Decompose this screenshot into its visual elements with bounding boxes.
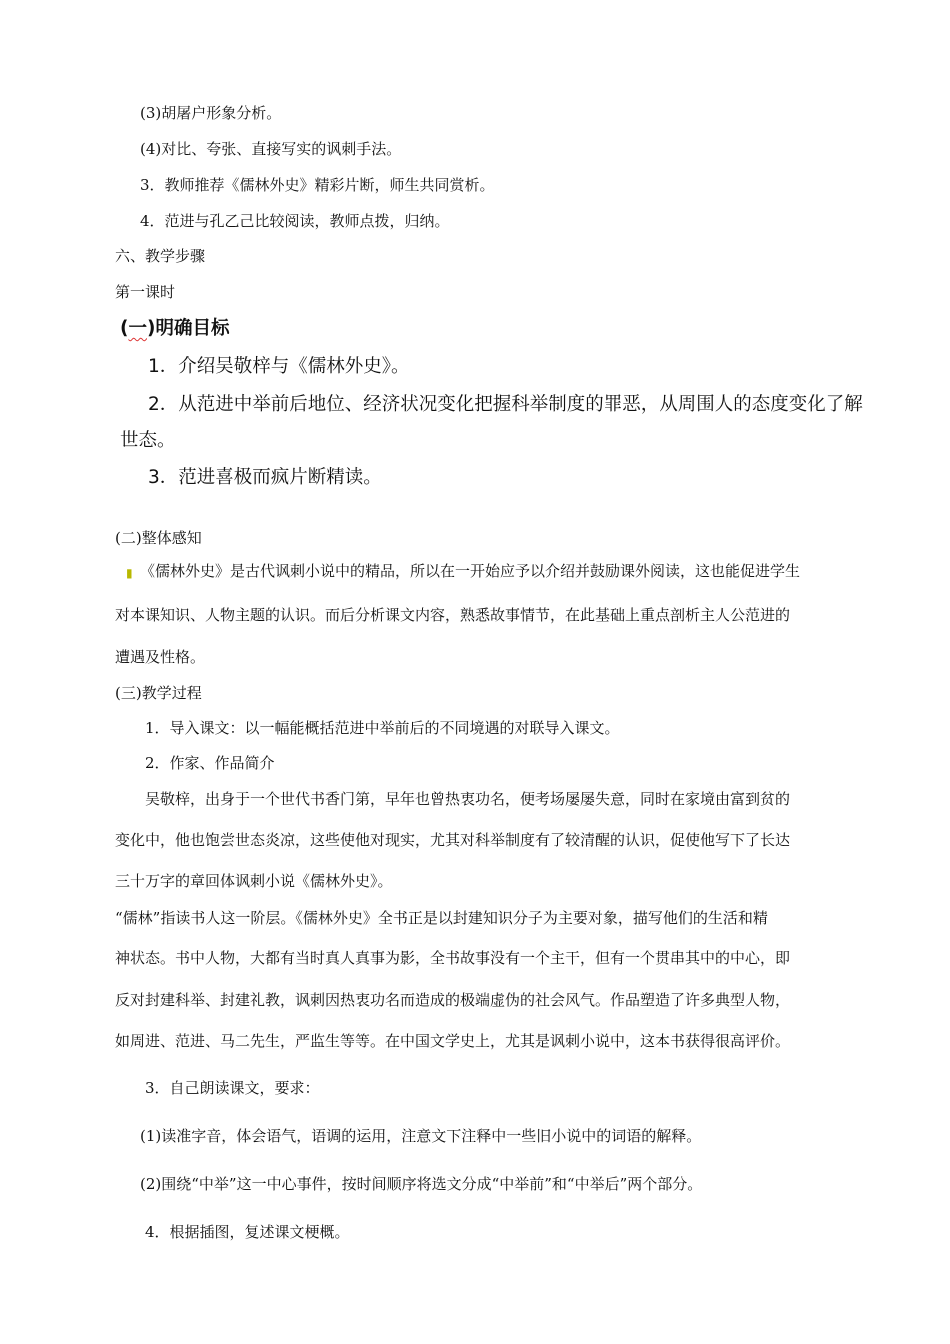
section-heading-process: (三)教学过程 (115, 684, 202, 702)
annotation-mark: ▮ (126, 566, 133, 580)
goals-heading-label: )明确目标 (146, 318, 230, 339)
reading-req-2: (2)围绕“中举”这一中心事件，按时间顺序将选文分成“中举前”和“中举后”两个部分。 (140, 1175, 703, 1193)
book-line-4: 如周进、范进、马二先生，严监生等等。在中国文学史上，尤其是讽刺小说中，这本书获得很高评价。 (115, 1032, 791, 1050)
section-heading-steps: 六、教学步骤 (115, 247, 206, 265)
goals-heading-number: 一 (128, 318, 147, 339)
author-line-2: 变化中，他也饱尝世态炎凉，这些使他对现实，尤其对科举制度有了较清醒的认识，促使他写下了长达 (115, 831, 791, 849)
process-step-3: 3．自己朗读课文，要求： (145, 1079, 320, 1097)
process-step-4: 4．根据插图，复述课文梗概。 (145, 1223, 350, 1241)
goal-2-line-2: 世态。 (120, 430, 176, 451)
book-line-3: 反对封建科举、封建礼教，讽刺因热衷功名而造成的极端虚伪的社会风气。作品塑造了许多典型人物， (115, 991, 791, 1009)
goal-1: 1．介绍吴敬梓与《儒林外史》。 (148, 356, 410, 377)
item-3-text: (3)胡屠户形象分析。 (140, 104, 282, 122)
step-3-text: 3．教师推荐《儒林外史》精彩片断，师生共同赏析。 (140, 176, 495, 194)
overview-line-1: 《儒林外史》是古代讽刺小说中的精品，所以在一开始应予以介绍并鼓励课外阅读，这也能促进学生 (140, 562, 801, 580)
reading-req-1: (1)读准字音，体会语气，语调的运用，注意文下注释中一些旧小说中的词语的解释。 (140, 1127, 702, 1145)
lesson-heading: 第一课时 (115, 283, 176, 301)
process-step-2: 2．作家、作品简介 (145, 754, 275, 772)
book-line-2: 神状态。书中人物，大都有当时真人真事为影，全书故事没有一个主干，但有一个贯串其中的中心，即 (115, 949, 791, 967)
author-line-1: 吴敬梓，出身于一个世代书香门第，早年也曾热衷功名，便考场屡屡失意，同时在家境由富到贫的 (145, 790, 791, 808)
step-4-text: 4．范进与孔乙己比较阅读，教师点拨，归纳。 (140, 212, 450, 230)
goals-heading-open: ( (120, 318, 129, 339)
item-4-text: (4)对比、夸张、直接写实的讽刺手法。 (140, 140, 402, 158)
goal-2-line-1: 2．从范进中举前后地位、经济状况变化把握科举制度的罪恶，从周围人的态度变化了解 (148, 394, 863, 415)
overview-line-2: 对本课知识、人物主题的认识。而后分析课文内容，熟悉故事情节，在此基础上重点剖析主人公范进的 (115, 606, 791, 624)
overview-line-3: 遭遇及性格。 (115, 648, 206, 666)
goal-3: 3．范进喜极而疯片断精读。 (148, 467, 382, 488)
book-line-1: “儒林”指读书人这一阶层。《儒林外史》全书正是以封建知识分子为主要对象，描写他们的生活和精 (115, 909, 768, 927)
process-step-1: 1．导入课文：以一幅能概括范进中举前后的不同境遇的对联导入课文。 (145, 719, 620, 737)
section-heading-overview: (二)整体感知 (115, 529, 202, 547)
author-line-3: 三十万字的章回体讽刺小说《儒林外史》。 (115, 872, 393, 890)
goals-heading (120, 316, 229, 342)
